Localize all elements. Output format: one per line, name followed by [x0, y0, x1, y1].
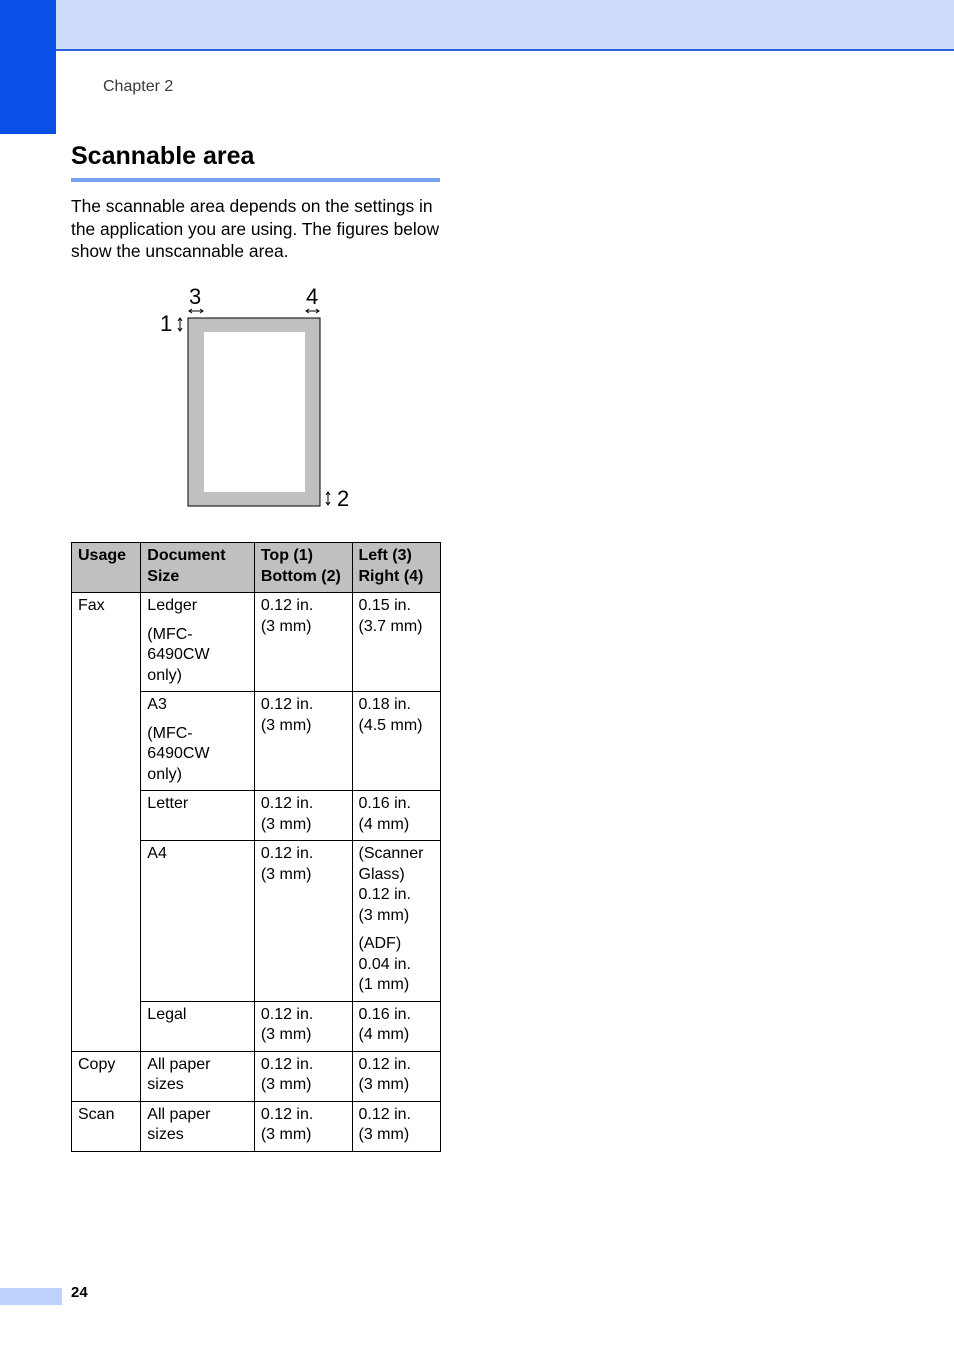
size-cell: All paper sizes — [141, 1051, 255, 1101]
header-usage: Usage — [72, 543, 141, 593]
page-number: 24 — [71, 1284, 88, 1301]
table-header-row — [72, 543, 441, 593]
size-cell: A4 — [141, 841, 255, 1002]
right-margin-arrow — [306, 309, 319, 313]
left-right-cell: 0.16 in. (4 mm) — [352, 1001, 441, 1051]
scannable-area-table — [71, 542, 441, 1152]
left-right-cell: (Scanner Glass) 0.12 in. (3 mm) (ADF) 0.04 in. (1 mm) — [352, 841, 441, 1002]
usage-cell-fax: Fax — [72, 593, 141, 1052]
label-bottom-margin: 2 — [337, 486, 350, 511]
label-top-margin: 1 — [160, 311, 173, 336]
top-margin-arrow — [178, 318, 182, 331]
top-bottom-cell: 0.12 in. (3 mm) — [254, 692, 352, 791]
size-cell: Ledger (MFC- 6490CW only) — [141, 593, 255, 692]
label-left-margin: 3 — [189, 284, 202, 309]
scannable-area-diagram — [150, 280, 370, 515]
intro-paragraph: The scannable area depends on the settings in the application you are using. The figures below show the unscannable area. — [71, 196, 440, 261]
label-right-margin: 4 — [306, 284, 319, 309]
left-right-cell: 0.12 in. (3 mm) — [352, 1101, 441, 1151]
table-row — [72, 593, 441, 692]
usage-cell-copy: Copy — [72, 1051, 141, 1101]
chapter-label: Chapter 2 — [103, 78, 174, 95]
title-underline — [71, 178, 440, 182]
left-right-cell: 0.18 in. (4.5 mm) — [352, 692, 441, 791]
size-cell: Letter — [141, 791, 255, 841]
scannable-region — [204, 332, 305, 492]
bottom-margin-arrow — [326, 492, 330, 505]
top-bottom-cell: 0.12 in. (3 mm) — [254, 593, 352, 692]
section-title: Scannable area — [71, 142, 255, 170]
top-bottom-cell: 0.12 in. (3 mm) — [254, 1001, 352, 1051]
top-bottom-cell: 0.12 in. (3 mm) — [254, 791, 352, 841]
left-right-cell: 0.12 in. (3 mm) — [352, 1051, 441, 1101]
size-cell: Legal — [141, 1001, 255, 1051]
table-row — [72, 1101, 441, 1151]
top-bottom-cell: 0.12 in. (3 mm) — [254, 1051, 352, 1101]
top-bottom-cell: 0.12 in. (3 mm) — [254, 1101, 352, 1151]
header-document-size: Document Size — [141, 543, 255, 593]
usage-cell-scan: Scan — [72, 1101, 141, 1151]
header-left-right: Left (3) Right (4) — [352, 543, 441, 593]
left-margin-arrow — [189, 309, 203, 313]
left-right-cell: 0.15 in. (3.7 mm) — [352, 593, 441, 692]
table-row — [72, 1051, 441, 1101]
size-cell: All paper sizes — [141, 1101, 255, 1151]
header-top-bottom: Top (1) Bottom (2) — [254, 543, 352, 593]
footer-marker — [0, 1288, 62, 1305]
chapter-tab-marker — [0, 0, 56, 134]
size-cell: A3 (MFC- 6490CW only) — [141, 692, 255, 791]
top-bottom-cell: 0.12 in. (3 mm) — [254, 841, 352, 1002]
left-right-cell: 0.16 in. (4 mm) — [352, 791, 441, 841]
header-band — [0, 0, 954, 51]
